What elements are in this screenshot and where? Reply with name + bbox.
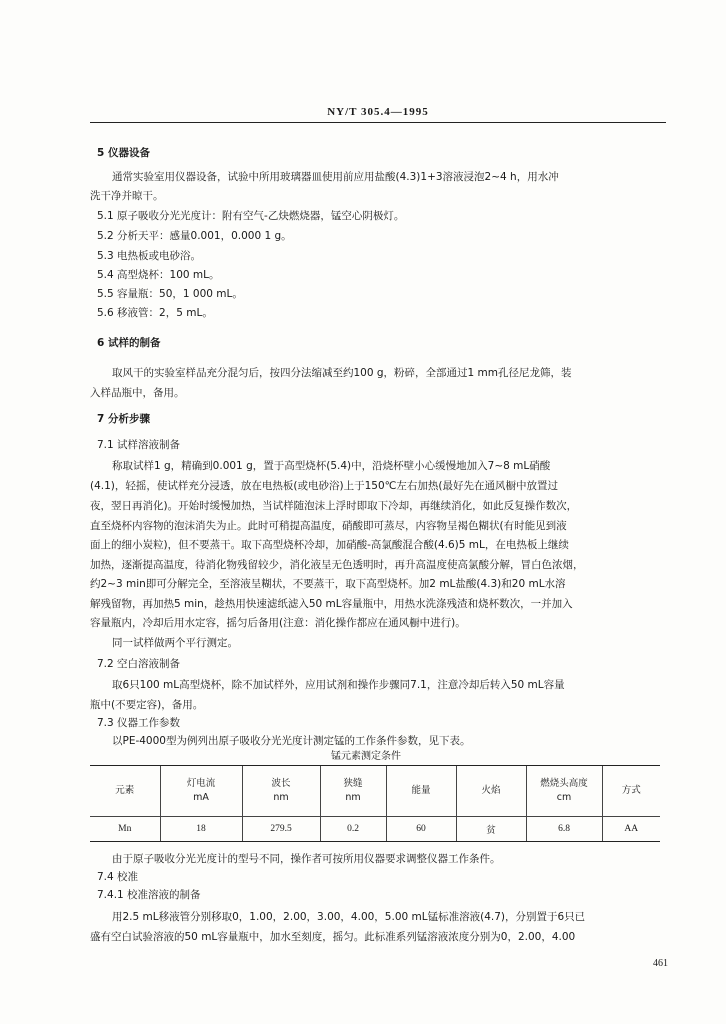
manganese-conditions-table: [90, 765, 660, 842]
header-cell: [526, 766, 602, 817]
header-unit: mA: [193, 792, 209, 803]
sec73-note: 由于原子吸收分光光度计的型号不同，操作者可按所用仪器要求调整仪器工作条件。: [112, 853, 501, 865]
header-cell: [386, 766, 456, 817]
sec5-item: 5.5 容量瓶：50，1 000 mL。: [97, 288, 243, 300]
sec6-line2: 入样品瓶中，备用。: [90, 387, 185, 399]
sec5-item: 5.4 高型烧杯：100 mL。: [97, 269, 220, 281]
sec71-line: 直至烧杯内容物的泡沫消失为止。此时可稍提高温度，硝酸即可蒸尽，内容物呈褐色糊状(有时能见到液: [90, 520, 567, 532]
table-caption: 锰元素测定条件: [331, 751, 401, 762]
header-flame: 火焰: [481, 785, 501, 796]
header-unit: nm: [273, 792, 289, 803]
sec73-title: 7.3 仪器工作参数: [97, 717, 181, 729]
sec72-line1: 取6只100 mL高型烧杯，除不加试样外，应用试剂和操作步骤同7.1，注意冷却后转入50 mL容量: [112, 679, 565, 691]
sec7-title: 7 分析步骤: [97, 413, 150, 425]
sec5-item: 5.2 分析天平：感量0.001，0.000 1 g。: [97, 230, 292, 242]
sec74-title: 7.4 校准: [97, 871, 139, 883]
sec72-title: 7.2 空白溶液制备: [97, 658, 181, 670]
table-header-row: [90, 766, 660, 817]
header-rule: [90, 122, 666, 123]
sec72-line2: 瓶中(不要定容)，备用。: [90, 699, 204, 711]
page-number: 461: [653, 958, 668, 969]
table-cell: 6.8: [526, 817, 602, 842]
sec741-title: 7.4.1 校准溶液的制备: [97, 889, 201, 901]
header-element: 元素: [115, 785, 135, 796]
table-cell: Mn: [90, 817, 160, 842]
header-wavelength: 波长: [271, 778, 291, 789]
table-cell: 贫: [456, 817, 526, 842]
header-slit: 狭缝: [343, 778, 363, 789]
sec71-line: 称取试样1 g，精确到0.001 g，置于高型烧杯(5.4)中，沿烧杯壁小心缓慢地加入7~8 mL硝酸: [112, 460, 551, 472]
header-cell: [320, 766, 386, 817]
sec5-item: 5.6 移液管：2，5 mL。: [97, 307, 213, 319]
header-lamp-current: 灯电流: [186, 778, 216, 789]
standard-number-header: NY/T 305.4—1995: [327, 106, 429, 118]
sec71-line: (4.1)，轻摇，使试样充分浸透，放在电热板(或电砂浴)上于150℃左右加热(最好先在通风橱中放置过: [90, 480, 559, 492]
sec5-title: 5 仪器设备: [97, 147, 150, 159]
sec71-line: 解残留物，再加热5 min，趁热用快速滤纸滤入50 mL容量瓶中，用热水洗涤残渣和烧杯数次，一并加入: [90, 598, 573, 610]
sec5-intro-line2: 洗干净并晾干。: [90, 190, 164, 202]
sec6-line1: 取风干的实验室样品充分混匀后，按四分法缩减至约100 g，粉碎，全部通过1 mm孔径尼龙筛，装: [112, 367, 572, 379]
table-cell: 0.2: [320, 817, 386, 842]
table-cell: 279.5: [242, 817, 320, 842]
header-cell: [160, 766, 242, 817]
table-cell: 60: [386, 817, 456, 842]
header-unit: nm: [345, 792, 361, 803]
sec5-item: 5.1 原子吸收分光光度计：附有空气-乙炔燃烧器，锰空心阴极灯。: [97, 210, 405, 222]
header-burner-height: 燃烧头高度: [540, 778, 588, 789]
table-row: [90, 817, 660, 842]
header-cell: [456, 766, 526, 817]
sec73-line1: 以PE-4000型为例列出原子吸收分光光度计测定锰的工作条件参数，见下表。: [112, 735, 471, 747]
sec5-item: 5.3 电热板或电砂浴。: [97, 250, 202, 262]
sec71-parallel-note: 同一试样做两个平行测定。: [112, 637, 238, 649]
header-cell: [602, 766, 660, 817]
table-cell: 18: [160, 817, 242, 842]
sec71-line: 加热，逐渐提高温度，待消化物残留较少，消化液呈无色透明时，再升高温度使高氯酸分解，冒白色浓烟，: [90, 559, 584, 571]
sec5-intro-line1: 通常实验室用仪器设备，试验中所用玻璃器皿使用前应用盐酸(4.3)1+3溶液浸泡2~4 h，用水冲: [112, 171, 559, 183]
sec741-line2: 盛有空白试验溶液的50 mL容量瓶中，加水至刻度，摇匀。此标准系列锰溶液浓度分别为0，2.00，4.00: [90, 931, 576, 943]
sec6-title: 6 试样的制备: [97, 337, 161, 349]
header-cell: [90, 766, 160, 817]
sec71-line: 约2~3 min即可分解完全，至溶液呈糊状，不要蒸干，取下高型烧杯。加2 mL盐酸(4.3)和20 mL水溶: [90, 578, 566, 590]
header-cell: [242, 766, 320, 817]
sec741-line1: 用2.5 mL移液管分别移取0，1.00，2.00，3.00，4.00，5.00 mL锰标准溶液(4.7)，分别置于6只已: [112, 911, 586, 923]
table-cell: AA: [602, 817, 660, 842]
sec71-line: 容量瓶内，冷却后用水定容，摇匀后备用(注意：消化操作都应在通风橱中进行)。: [90, 617, 466, 629]
sec71-line: 面上的细小炭粒)，但不要蒸干。取下高型烧杯冷却，加硝酸-高氯酸混合酸(4.6)5 mL，在电热板上继续: [90, 539, 569, 551]
header-unit: cm: [556, 792, 572, 803]
sec71-title: 7.1 试样溶液制备: [97, 439, 181, 451]
header-energy: 能量: [411, 785, 431, 796]
header-mode: 方式: [621, 785, 641, 796]
sec71-line: 夜，翌日再消化)。开始时缓慢加热，当试样随泡沫上浮时即取下冷却，再继续消化，如此反复操作数次，: [90, 500, 578, 512]
